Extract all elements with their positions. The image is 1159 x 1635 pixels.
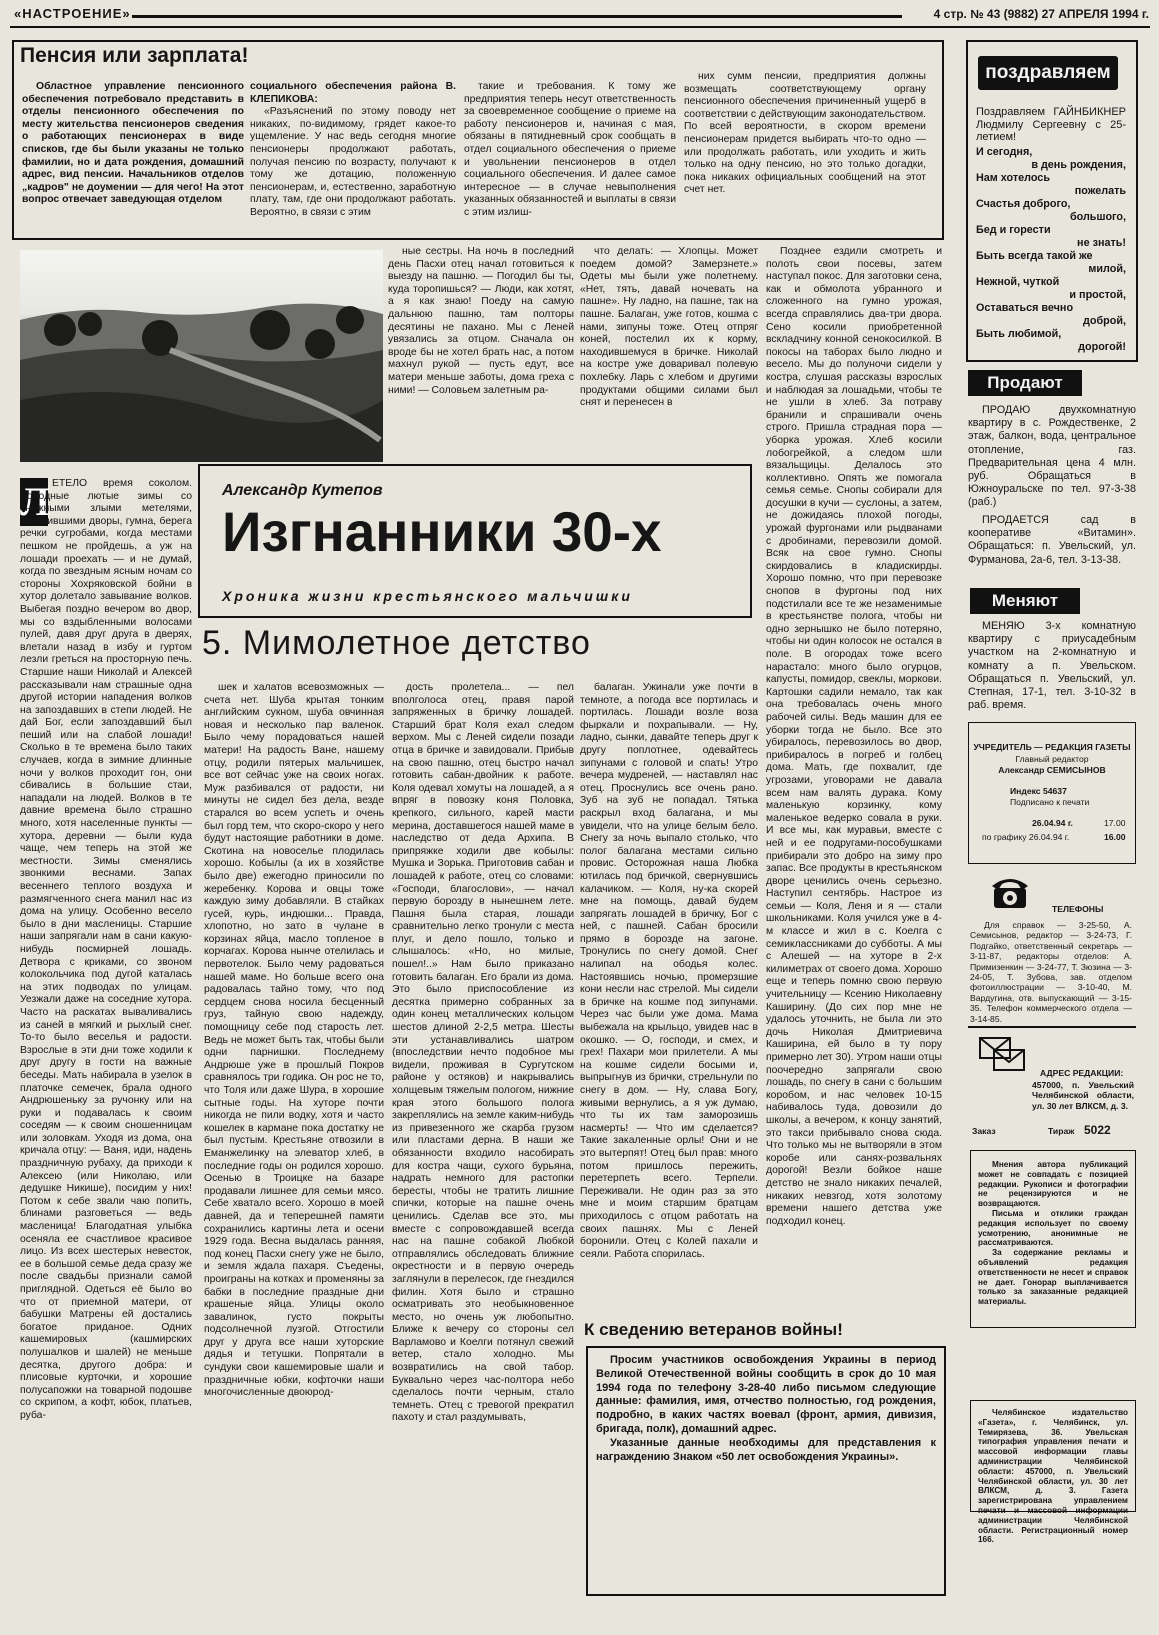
story-author: Александр Кутепов xyxy=(222,482,383,499)
congrats-poem-line: пожелать xyxy=(1074,185,1126,197)
issue-info: 4 стр. № 43 (9882) 27 АПРЕЛЯ 1994 г. xyxy=(933,7,1149,21)
congrats-poem-line: Быть любимой, xyxy=(976,328,1062,340)
congrats-poem-line: и простой, xyxy=(1069,289,1126,301)
masthead-underline xyxy=(10,26,1150,28)
masthead-rule xyxy=(132,15,902,18)
veterans-title: К сведению ветеранов войны! xyxy=(584,1320,843,1339)
congrats-poem-line: дорогой! xyxy=(1078,341,1126,353)
print-run-label: Тираж xyxy=(1048,1126,1075,1136)
address-title: АДРЕС РЕДАКЦИИ: xyxy=(1040,1068,1124,1078)
section-name: «НАСТРОЕНИЕ» xyxy=(14,6,131,21)
congrats-poem-line: Оставаться вечно xyxy=(976,302,1074,314)
publisher-time-1: 17.00 xyxy=(1104,818,1126,828)
story-col-2-top: что делать: — Хлопцы. Может поедем домой? Замерзнете.» Одеты мы были уже полетнему. «Нет, тять, давай ночевать на пашне». Ну ладно, на пашне, так на пашне. Балаган, уже готов, кошма с нами, зипуны тоже. Отец отпряг коней, постелил их к корму, находившемуся в бричке. Николай на костре уже доваривал полевую похлебку. Ларь с хлебом и другими продуктами общими силами был снят и перенесен в xyxy=(580,246,758,409)
congrats-poem-line: Нежной, чуткой xyxy=(976,276,1060,288)
story-col-2-bottom: дость пролетела... — пел вполголоса отец, правя парой запряженных в бричку лошадей. Старший брат Коля ехал следом верхом. Мы с Леней сидели позади отца в бричке и завидовали. Прибыв на свою пашню, отец быстро начал готовить сабан-двойник к работе. Коля одевал хомуты на лошадей, а я впряг в повозку коня Половка, крепкого, сильного, карей масти мерина, доставшегося нашей маме в наследство от деда Архипа. В припряжке ходили две кобылы: Мушка и Зорька. Приготовив сабан и лошадей к работе, отец со словами: «Господи, благослови», — начал первую борозду в нынешнем лете. Пашня была старая, лошади сравнительно легко тронули с места плуг, и дело пошло, только и слышалось: «Но, но милые, пошел!..» Нам было приказано готовить балаган. Его брали из дома. Это было приспособление из десятка примерно собранных за один конец металлических кольцом шестов длиной 2-2,5 метра. Шесты эти устанавливались шатром (впоследствии нечто подобное мы видели, проживая в Сургутском районе у остяков) и накрывались холщевым тяжелым пологом, нижние края этого большого полога закреплялись на земле каким-нибудь из привезенного же скарба грузом или пластами дерна. В наши же обязанности входило насобирать для костра чащи, сухого бурьяна, надрать немного для растопки бересты, чтобы не тратить лишние спички, которые на пашне очень ценились. Сделав все это, мы вместе с сопровождавшей всегда нас на пашне собакой Любкой отправлялись обследовать ближние окрестности и в первую очередь заглянули в перелесок, где гнездился филин. Хотя было и страшно осматривать это необыкновенное место, но очень уж любопытно. Ближе к вечеру со стороны сел Варламово и Коелги потянул свежий ветер, стало холодно. Мы возвратились на свой табор. Буквально через час-полтора небо сделалось почти черным, стало темнеть. Отец с тревогой прекратил пахоту и стал раздумывать, xyxy=(392,682,574,1424)
disclaimer-text: Мнения автора публикаций может не совпадать с позицией редакции. Рукописи и фотографии не рецензируются и не возвращаются. Письма и отклики граждан редакция использует по своему усмотрению, анонимные не рассматриваются. За содержание рекламы и объявлений редакция ответственности не несет и справок не дает. Гонорар выплачивается только за заказанные редакцией материалы. xyxy=(978,1160,1128,1307)
publisher-founder: УЧРЕДИТЕЛЬ — РЕДАКЦИЯ ГАЗЕТЫ xyxy=(973,742,1131,752)
congrats-poem-line: в день рождения, xyxy=(1031,159,1126,171)
landscape-photo xyxy=(20,250,383,462)
chapter-heading: 5. Мимолетное детство xyxy=(202,624,591,662)
sell-title: Продают xyxy=(968,370,1082,396)
swap-title: Меняют xyxy=(970,588,1080,614)
pension-col-3: такие и требования. К тому же предприятия теперь несут ответственность за своевременное сообщение о приеме на работу пенсионеров и, начиная с мая, обязаны в пятидневный срок сообщать в отдел социального обеспечения о приеме и увольнении пенсионеров в отдел социального обеспечения. И далее самое интересное — в случае невыполнения указанных обязанностей и выплаты в связи с этим излиш- xyxy=(464,81,676,218)
congrats-poem xyxy=(976,146,1126,354)
congrats-poem-line: доброй, xyxy=(1083,315,1126,327)
dropcap: Л xyxy=(20,479,50,524)
pension-col-2: социального обеспечения района В. КЛЕПИКОВА: «Разъяснений по этому поводу нет никаких, по-видимому, грядет какое-то ущемление. У нас ведь сегодня многие пенсионеры продолжают работать, получая пенсию по возрасту, получают к тому же дотацию, положенную пенсионерам, и, естественно, заработную плату, там, где они продолжают работать. Вероятно, в связи с этим xyxy=(250,81,456,218)
publisher-editor: Александр СЕМИСЫНОВ xyxy=(998,765,1106,775)
story-subtitle: Хроника жизни крестьянского мальчишки xyxy=(222,588,633,604)
publisher-time-2: 16.00 xyxy=(1104,832,1126,842)
congrats-poem-line: Счастья доброго, xyxy=(976,198,1071,210)
story-col-3-bottom: балаган. Ужинали уже почти в темноте, а погода все портилась и портилась. Лошади возле воза фыркали и похрапывали. — Ну, ладно, сынки, давайте теперь друг к другу поплотнее, одевайтесь зипунами с головой и спать! Утро вечера мудреней, — наставлял нас отец. Проснулись все очень рано. Зуб на зуб не попадал. Тятька раскрыл вход балагана, и мы увидели, что на улице белым бело. Снегу за ночь выпало столько, что полог балагана местами сильно провис. Осторожная наша Любка ютилась под бричкой, свернувшись калачиком. — Коля, ну-ка скорей мне на помощь, давай будем запрягать лошадей в бричку, Бог с ней, с пашней. Сабан бросили прямо в борозде на загоне. Тронулись по снегу домой. Снег налипал на ободья колес. Настоявшись ночью, промерзшие кони несли нас стрелой. Мы сидели в бричке на кошме под зипунами. Через час были уже дома. Мама выбежала на крыльцо, увидев нас в окошко. — О, господи, и смех, и грех! Пахари мои прилетели. А мы на кошме сидели босыми и, выпрыгнув из брички, стрельнули по снегу в дом. — Ну, слава Богу, живыми вернулись, а я уж думаю, что ты их там заморозишь насмерть! — Что им сделается? Такие закаленные орлы! Они и не это вытерпят! Отец был прав: много потом пришлось пережить, перетерпеть всего. Терпели. Переживали. Не один раз за это мне и моим старшим братцам приходилось с отцом работать на своих пашнях. Мы с Леней боронили. Отец с Колей пахали и сеяли. Работа спорилась. xyxy=(580,682,758,1260)
phones-title: ТЕЛЕФОНЫ xyxy=(1052,904,1104,914)
congrats-poem-line: не знать! xyxy=(1077,237,1126,249)
print-run-value: 5022 xyxy=(1084,1123,1111,1137)
publisher-signed: Подписано к печати xyxy=(1010,797,1090,807)
congrats-poem-line: большого, xyxy=(1069,211,1126,223)
envelope-icon xyxy=(978,1034,1026,1074)
publisher-schedule: по графику 26.04.94 г. xyxy=(982,832,1070,842)
story-left-column: ЕТЕЛО время соколом. Холодные лютые зимы со снежными злыми метелями, заносившими дворы, гумна, берега речки сугробами, когда местами пешком не пройдешь, а уж на лошади проехать — и не думай, когда по звездным ясным ночам со стороны Хохряковской бойни в хутор долетало завывание волков. Выбегая поздно вечером во двор, мы со вздыбленными волосами пулей, давя друг друга в дверях, влетали назад в избу и гуртом лезли греться на просторную печь. Старшие наши Николай и Алексей рассказывали нам страшные одна другой истории нападения волков на запоздавших в степи людей. Не дай Бог, если запоздавший был пеший или на слабой лошади! Сколько в те времена было таких случаев, когда в зимние длинные ночи у волков проходит гон, они сбивались в большие стаи, нападали на людей. Волков в те давние времена было страшно много, хотя населенные пункты — хутора, деревни — были куда чаще, чем теперь на этой же местности. Зимы сменялись звонкими веснами. Запах весеннего теплого воздуха и размягченного снега манил нас из дома на улицу. Особенно весело было в дни масленицы. Старшие наши запрягали нам в сани какую-нибудь посмирней лошадь. Детвора с криками, со звоном колокольчика под дугой каталась на этих подводах по улицам. Уезжали даже на соседние хутора. Часто на раскатах вываливались из саней в мягкий и рыхлый снег. То-то было веселья и радости. Взрослые в эти дни тоже ходили к друг другу в гости на важные беседы. Мать набирала в узелок в платочке семечек, брала одного Андрюшеньку за ручонку или на руки и подавалась к своим соседям — к своим сношенницам или золовкам. Уходя из дома, она кричала отцу: — Ваня, иди, надень праздничную рубаху, да приходи к Алексею (или Николаю, или дедушке Никише), посидим у них! Потом к себе звали чаю попить, блинами разговеться — ведь масленица! Благодатная улыбка осеняла ее счастливое красивое лицо. Из всех шестерых невесток, ее в большой семье деда сразу же после свадьбы признали самой приглядной. Одеться её было во что от приемной матери, от бабушки Матрены ей достались богатое приданое. Одних кашемировых (кашмирских полушалков и шалей) не меньше десятка, другого добра: и плисовые курточки, и хорошие полусапожки на товарной подошве со скрипом, а кофт, юбок, платьев, руба- xyxy=(20,478,192,1421)
congrats-title: поздравляем xyxy=(978,56,1118,90)
congrats-poem-line: И сегодня, xyxy=(976,146,1033,158)
order-label: Заказ xyxy=(972,1126,996,1136)
publisher-chief-label: Главный редактор xyxy=(1015,754,1089,764)
sell-ad-1: ПРОДАЮ двухкомнатную квартиру в с. Рождественке, 2 этаж, балкон, вода, центральное отопление, газ. Предварительная цена 4 млн. руб. Обращаться в Южноуральске по тел. 97-3-38 (раб.) xyxy=(968,404,1136,509)
publisher-index: Индекс 54637 xyxy=(1010,786,1067,796)
sell-ad-2: ПРОДАЕТСЯ сад в кооперативе «Витамин». Обращаться: п. Увельский, ул. Фурманова, 2а-6, тел. 3-13-38. xyxy=(968,514,1136,566)
congrats-poem-line: Быть всегда такой же xyxy=(976,250,1093,262)
pension-headline: Пенсия или зарплата! xyxy=(20,44,249,67)
congrats-poem-line: милой, xyxy=(1088,263,1126,275)
story-col-1-top: ные сестры. На ночь в последний день Пасхи отец начал готовиться к выезду на пашню. — Погодил бы ты, куда торопишься? — Люди, как хотят, а я как знаю! Поеду на самую дальнюю пашню, там полторы десятины не пахано. Мы с Леней увязались за отцом. Сначала он вроде бы не хотел брать нас, а потом махнул рукой — пусть едут, все матери меньше заботы, дома греха с ними! — Соловьем залетным ра- xyxy=(388,246,574,396)
story-col-3: Позднее ездили смотреть и полоть свои посевы, затем наступал покос. Для заготовки сена, как и обмолота убранного и сложенного на гумно урожая, всегда справлялись два-три двора. Сено косили приобретенной вскладчину конной сенокосилкой. В покосы на таборах было людно и весело. Мы до полуночи сидели у костра, слушая рассказы взрослых и наблюдая за лошадьми, чтобы те не ушли в хлеб. За потраву бранили и спрашивали очень строго. Пришла страдная пора — уборка урожая. Хлеб косили лобогрейкой, а следом шли вязальщицы. Делалось это коллективно. Опять же помогала семья семье. Снопы собирали для досушки в кучи — суслоны, а затем, не дожидаясь плохой погоды, урожай фургонами или рыдванами с дробинами, перевозили домой. Всяк на свое гумно. Снопы скирдовались в кладискирды. Хорошо помню, что при перевозке снопов в фургоны под них подстилали все те же незаменимые в крестьянстве полога, чтобы ни одно зернышко не было потеряно, чтобы ни один колосок не остался в поле. В огородах тоже всего нарастало: много было огурцов, капусты, помидор, свеклы, моркови. Картошки садили немало, так как она требовалась очень много рабочей силы. Ведь машин для ее уборки тогда не было. Все это убиралось, перевозилось во двор, прибиралось в погреб и голбец дома. Мать, где похвалит, где угрозами, уговорами не давала всем нам валять дурака. Кому маленькую корзинку, кому маленькое ведерко совала в руки. И все мы, как муравьи, вместе с ней и ее подругами-пособушками прибирали это добро на зиму про запас. Все продукты в крестьянском дворе ценились очень серьезно. Наступил сентябрь. Настрое из семьи — Коля, Леня и я — стали школьниками. Коля учился уже в 4-м классе и жил в с. Коелга с семиклассниками до субботы. А мы с Алешей — на хуторе в 2-х килиметрах от своего дома. Хорошо еще и теперь помню свою первую учительницу — Ксению Николаевну Каширину. (До сих пор мне не удалось уточнить, не была ли это дочь Николая Дмитриевича Каширина, ей было в ту пору примерно лет 30). Утром наши отцы поочередно запрягали свою лошадь, по снегу в сани с большим коробом, и нас человек 10-15 набивалось туда, довозили до школы, а вечером, к концу занятий, это такси прибывало снова сюда. Что только мы не вытворяли в этом коробе или санях-розвальнях дорогой! Везли бойкое наше детство не знало никаких печалей, никаких невзгод, хотя золотому времени нашего детства уже подходил конец. xyxy=(766,246,942,1227)
congrats-intro: Поздравляем ГАЙНБИКНЕР Людмилу Сергеевну с 25-летием! xyxy=(976,106,1126,144)
telephone-icon xyxy=(990,874,1030,910)
printing-text: Челябинское издательство «Газета», г. Челябинск, ул. Темирязева, 36. Увельская типография управления печати и массовой информации главы администрации Челябинской области: 457000, п. Увельский Челябинской области, ул. 30 лет ВЛКСМ, д. 3. Газета зарегистрирована управлением печати и массовой информации администрации Челябинской области. Регистрационный номер 166. xyxy=(978,1408,1128,1545)
pension-col-1: Областное управление пенсионного обеспечения потребовало представить в отделы пенсионного обеспечения по месту жительства пенсионеров сведения о работающих пенсионерах в виде списков, где бы были указаны не только фамилии, но и дата рождения, домашний адрес, вид пенсии. Начальников отделов „кадров" не доумении — для чего! На этот вопрос отвечает заведующая отделом xyxy=(22,81,244,206)
pension-col-4: них сумм пенсии, предприятия должны возмещать соответствующему органу пенсионного обеспечения причиненный ущерб в соответствии с действующим законодательством. По всей вероятности, в скором времени пенсионерам придется выбирать что-то одно — или продолжать работать, или уходить и жить только на одну пенсию, но это только догадки, пока никаких официальных сообщений на этот счет нет. xyxy=(684,71,926,196)
veterans-text: Просим участников освобождения Украины в период Великой Отечественной войны сообщить в срок до 10 мая 1994 года по телефону 3-28-40 либо письмом следующие данные: фамилия, имя, отчество полностью, год рождения, подробно, в каких частях воевал (фронт, армия, дивизия, бригада, полк), домашний адрес. Указанные данные необходимы для представления к награждению Знаком «50 лет освобождения Украины». xyxy=(596,1354,936,1463)
story-col-1-bottom: шек и халатов всевозможных — счета нет. Шуба крытая тонким английским сукном, шуба овчинная новая и несколько пар валенок. Было чему порадоваться нашей матери! На радость Ване, нашему отцу, родили пятерых мальчишек, все вот сейчас уже на своих ногах. Муж разбивался от радости, ни минуты не сидел без дела, везде старался во всем успеть и очень был горд тем, что скоро-скоро у него будут настоящие работники в доме. Скотина на новоселье плодилась хорошо. Кобылы (а их в хозяйстве было две) ежегодно приносили по жеребенку. Корова и овцы тоже каждую зиму добавляли. В стайках гусей, курь, индюшки... Правда, хлопотно, но зато в чулане в корзинах яйца, масло топленое в корчагах. Корова нынче отелилась и первотелок. Было чему радоваться нашей маме. Но больше всего она радовалась тайно тому, что под сердцем снова носила бесценный груз, тайную свою надежду, помощницу себе под старость лет. Ведь не может быть так, чтобы были одни парнишки. Последнему Андрюше уже в прошлый Покров сравнялось три годика. Он рос не то, что Толя или даже Шура, в хорошие сытные годы. На хуторе почти никогда не пили водку, хотя и часто кошелек в кармане пока достатку не был пустым. Крестьяне отвозили в Еманжелинку на элеватор хлеб, в последние годы он родился хорошо. Осенью в Троицке на базаре продавали лишнее для семьи мясо. Себе хватало всего. Хорошо в моей давней, да и теперешней памяти сохранились картины лета и осени 1929 года. Весна выдалась ранняя, под конец Пасхи снегу уже не было, и земля ждала пахаря. Съедены, проиграны на котках и променяны за бабки в последние праздные дни крашеные яйца. Улицы около завалинок, густо покрыты подсолнечной лузгой. Отгостили друг у друга все наши хуторские дядья и тетушки. Попрятали в сундуки свои кашемировые шали и праздничные юбки, кофточки наши многочисленные двоюрод- xyxy=(204,682,384,1399)
phones-divider xyxy=(968,1026,1136,1028)
phones-list: Для справок — 3-25-50, А. Семисынов, редактор — 3-24-73, Г. Подгайко, ответственный секретарь — 3-11-87, редакторы отделов: А. Примизенкин — 3-24-77, Т. Зюзина — 3-24-05, Т. Зубова, зав. отделом фотоиллюстрации — 3-10-40, М. Вардугина, отв. выпускающий — 3-15-35. Телефон коммерческого отдела — 3-14-85. xyxy=(970,920,1132,1024)
address-text: 457000, п. Увельский Челябинской области, ул. 30 лет ВЛКСМ, д. 3. xyxy=(1032,1080,1134,1111)
publisher-date-1: 26.04.94 г. xyxy=(1032,818,1073,828)
pension-col-2-head: социального обеспечения района В. КЛЕПИКОВА: xyxy=(250,81,456,105)
story-title: Изгнанники 30-х xyxy=(222,500,662,563)
swap-ad-1: МЕНЯЮ 3-х комнатную квартиру с приусадебным участком на 2-комнатную и комнату а п. Увельском. Обращаться п. Увельский, ул. Степная, 17-1, тел. 3-10-32 в раб. время. xyxy=(968,620,1136,712)
congrats-poem-line: Нам хотелось xyxy=(976,172,1050,184)
congrats-poem-line: Бед и горести xyxy=(976,224,1051,236)
